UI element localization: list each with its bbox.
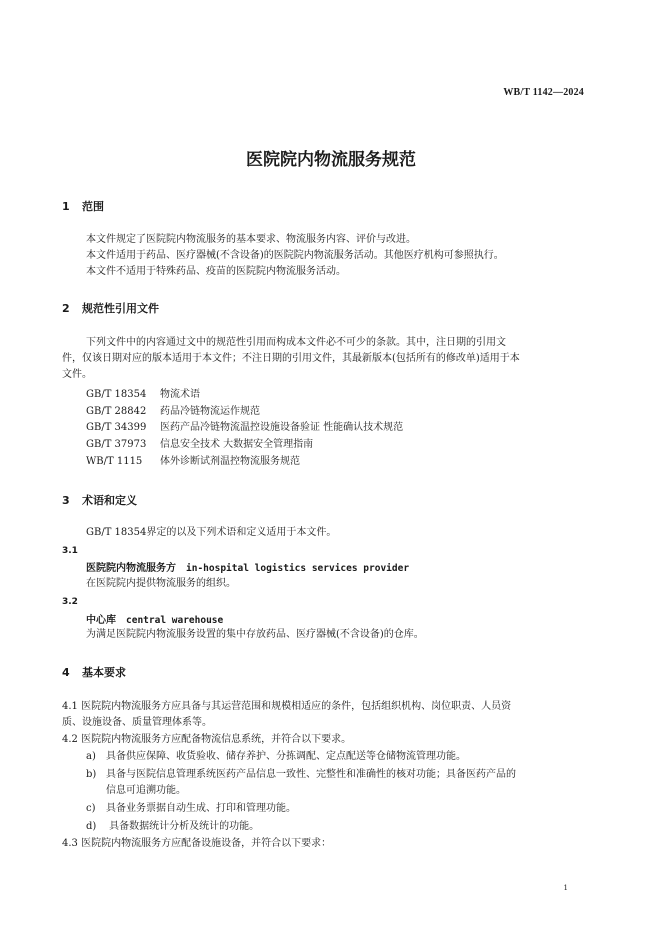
list-text: 具备供应保障、收货验收、储存养护、分拣调配、定点配送等仓储物流管理功能。 xyxy=(106,751,466,762)
clause-4-2: 4.2 医院院内物流服务方应配备物流信息系统，并符合以下要求。 xyxy=(62,734,352,745)
document-title: 医院院内物流服务规范 xyxy=(246,150,416,170)
section-number: 2 xyxy=(62,302,70,315)
list-text: 具备业务票据自动生成、打印和管理功能。 xyxy=(106,803,296,814)
section-2-heading xyxy=(62,300,159,316)
list-item xyxy=(86,767,516,783)
list-label: c) xyxy=(86,803,96,814)
term-number: 3.2 xyxy=(62,597,78,607)
term-en: in-hospital logistics services provider xyxy=(186,563,410,574)
section-title: 基本要求 xyxy=(82,666,126,679)
term-definition: 为满足医院院内物流服务设置的集中存放药品、医疗器械(不含设备)的仓库。 xyxy=(86,629,424,640)
section-title: 规范性引用文件 xyxy=(82,302,159,315)
reference-code: GB/T 18354 xyxy=(86,389,147,400)
section-number: 3 xyxy=(62,494,70,507)
page-number: 1 xyxy=(563,884,568,892)
section-1-heading xyxy=(62,198,104,214)
list-item xyxy=(86,819,259,835)
list-item xyxy=(86,749,466,765)
reference-item xyxy=(86,454,300,470)
scope-paragraph: 本文件不适用于特殊药品、疫苗的医院院内物流服务活动。 xyxy=(86,266,346,277)
term-heading xyxy=(86,611,223,626)
terms-intro: GB/T 18354界定的以及下列术语和定义适用于本文件。 xyxy=(86,527,337,538)
reference-code: GB/T 28842 xyxy=(86,406,147,417)
list-label: d) xyxy=(86,821,97,832)
list-label: b) xyxy=(86,769,97,780)
scope-paragraph: 本文件适用于药品、医疗器械(不含设备)的医院院内物流服务活动。其他医疗机构可参照执行。 xyxy=(86,250,504,261)
section-number: 4 xyxy=(62,666,70,679)
list-text-cont: 信息可追溯功能。 xyxy=(106,785,186,796)
reference-title: 医药产品冷链物流温控设施设备验证 性能确认技术规范 xyxy=(160,422,404,433)
clause-4-3: 4.3 医院院内物流服务方应配备设施设备，并符合以下要求： xyxy=(62,838,332,849)
reference-title: 体外诊断试剂温控物流服务规范 xyxy=(160,456,300,467)
reference-title: 物流术语 xyxy=(160,389,200,400)
standard-code: WB/T 1142—2024 xyxy=(503,87,584,98)
section-title: 范围 xyxy=(82,200,104,213)
reference-title: 信息安全技术 大数据安全管理指南 xyxy=(160,439,314,450)
reference-item xyxy=(86,404,260,420)
list-item xyxy=(86,801,296,817)
references-intro-line: 下列文件中的内容通过文中的规范性引用而构成本文件必不可少的条款。其中，注日期的引用文 xyxy=(86,337,506,348)
term-en: central warehouse xyxy=(126,615,224,626)
list-text: 具备与医院信息管理系统医药产品信息一致性、完整性和准确性的核对功能；具备医药产品的 xyxy=(106,769,516,780)
reference-code: GB/T 34399 xyxy=(86,422,147,433)
term-number: 3.1 xyxy=(62,546,78,556)
references-intro-line: 文件。 xyxy=(62,369,92,380)
list-text: 具备数据统计分析及统计的功能。 xyxy=(106,821,260,832)
reference-code: WB/T 1115 xyxy=(86,456,143,467)
clause-4-1: 4.1 医院院内物流服务方应具备与其运营范围和规模相适应的条件，包括组织机构、岗位职责、人员资 xyxy=(62,701,512,712)
reference-item xyxy=(86,437,313,453)
reference-title: 药品冷链物流运作规范 xyxy=(160,406,260,417)
term-definition: 在医院院内提供物流服务的组织。 xyxy=(86,578,236,589)
scope-paragraph: 本文件规定了医院院内物流服务的基本要求、物流服务内容、评价与改进。 xyxy=(86,234,416,245)
term-zh: 中心库 xyxy=(86,615,116,626)
section-title: 术语和定义 xyxy=(82,494,137,507)
section-3-heading xyxy=(62,492,137,508)
list-label: a) xyxy=(86,751,96,762)
term-zh: 医院院内物流服务方 xyxy=(86,563,176,574)
term-heading xyxy=(86,559,409,574)
reference-code: GB/T 37973 xyxy=(86,439,147,450)
section-4-heading xyxy=(62,664,126,680)
section-number: 1 xyxy=(62,200,70,213)
reference-item xyxy=(86,387,200,403)
clause-4-1-cont: 质、设施设备、质量管理体系等。 xyxy=(62,717,212,728)
reference-item xyxy=(86,420,403,436)
references-intro-line: 件，仅该日期对应的版本适用于本文件；不注日期的引用文件，其最新版本(包括所有的修改单)适用于本 xyxy=(62,353,520,364)
